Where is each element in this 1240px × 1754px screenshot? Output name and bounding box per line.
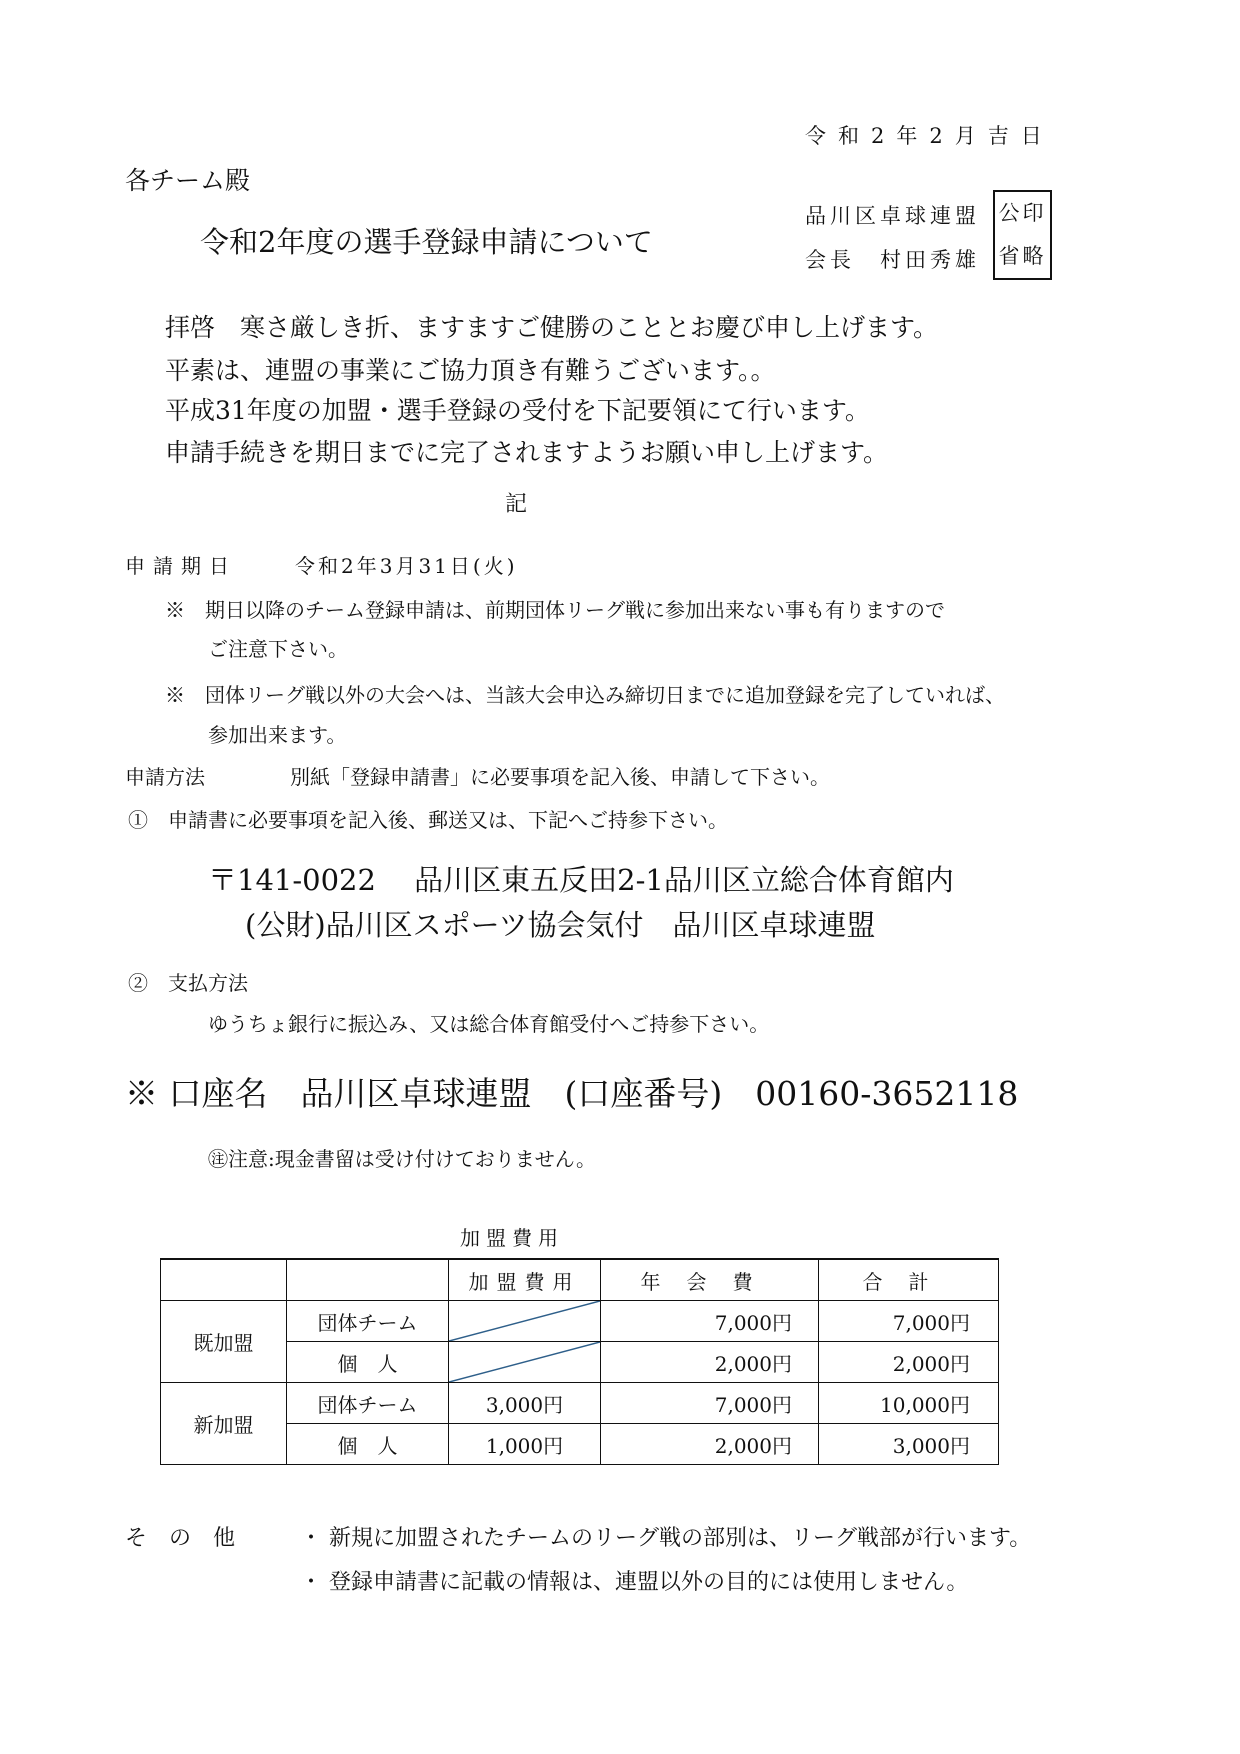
deadline-note-2: ※ 団体リーグ戦以外の大会へは、当該大会申込み締切日までに追加登録を完了していれば、: [165, 683, 1005, 707]
header-total: 合計: [819, 1259, 999, 1301]
fee-table: [160, 1258, 999, 1465]
fee-cell-empty: [449, 1301, 601, 1342]
deadline-value: 令和2年3月31日(火): [295, 554, 518, 578]
fee-cell-empty: [449, 1342, 601, 1383]
annual-cell: 7,000円: [601, 1383, 819, 1424]
table-header-row: [161, 1259, 999, 1301]
seal-bottom: 省略: [998, 244, 1047, 268]
issue-date: 令和2年2月吉日: [805, 124, 1054, 148]
step-1: ① 申請書に必要事項を記入後、郵送又は、下記へご持参下さい。: [128, 808, 728, 832]
header-cell: [287, 1259, 449, 1301]
table-row: [161, 1301, 999, 1342]
address-line-1: 〒141-0022 品川区東五反田2-1品川区立総合体育館内: [208, 863, 954, 897]
header-fee: 加盟費用: [449, 1259, 601, 1301]
diagonal-line: [449, 1342, 600, 1382]
fee-cell: 3,000円: [449, 1383, 601, 1424]
document-title: 令和2年度の選手登録申請について: [200, 225, 653, 259]
total-cell: 7,000円: [819, 1301, 999, 1342]
other-bullet-2: ・ 登録申請書に記載の情報は、連盟以外の目的には使用しません。: [300, 1570, 969, 1595]
caution-note: ㊟注意:現金書留は受け付けておりません。: [208, 1147, 596, 1171]
type-cell: 団体チーム: [287, 1383, 449, 1424]
annual-cell: 2,000円: [601, 1342, 819, 1383]
table-row: [161, 1424, 999, 1465]
method-value: 別紙「登録申請書」に必要事項を記入後、申請して下さい。: [290, 765, 830, 789]
deadline-label: 申請期日: [125, 554, 237, 578]
address-line-2: (公財)品川区スポーツ協会気付 品川区卓球連盟: [245, 908, 876, 942]
ki-heading: 記: [505, 492, 528, 517]
total-cell: 10,000円: [819, 1383, 999, 1424]
notice-paragraph: 平成31年度の加盟・選手登録の受付を下記要領にて行います。: [165, 396, 870, 425]
deadline-note-1: ※ 期日以降のチーム登録申請は、前期団体リーグ戦に参加出来ない事も有りますので: [165, 598, 945, 622]
type-cell: 団体チーム: [287, 1301, 449, 1342]
organization-head: 会長 村田秀雄: [805, 248, 980, 272]
table-row: [161, 1383, 999, 1424]
annual-cell: 2,000円: [601, 1424, 819, 1465]
header-annual: 年会費: [601, 1259, 819, 1301]
total-cell: 3,000円: [819, 1424, 999, 1465]
bank-account: ※ 口座名 品川区卓球連盟 (口座番号) 00160-3652118: [125, 1074, 1019, 1113]
deadline-note-2-cont: 参加出来ます。: [208, 723, 347, 747]
type-cell: 個 人: [287, 1342, 449, 1383]
thanks-paragraph: 平素は、連盟の事業にご協力頂き有難うございます。。: [165, 356, 776, 385]
deadline-note-1-cont: ご注意下さい。: [208, 637, 348, 661]
other-label: その他: [125, 1526, 258, 1551]
step-2: ② 支払方法: [128, 971, 248, 995]
seal-box: [993, 190, 1052, 280]
header-cell: [161, 1259, 287, 1301]
request-paragraph: 申請手続きを期日までに完了されますようお願い申し上げます。: [165, 438, 889, 467]
organization-name: 品川区卓球連盟: [805, 204, 980, 228]
annual-cell: 7,000円: [601, 1301, 819, 1342]
greeting-paragraph: 拝啓 寒さ厳しき折、ますますご健勝のこととお慶び申し上げます。: [165, 313, 939, 342]
seal-top: 公印: [998, 201, 1047, 225]
addressee: 各チーム殿: [125, 166, 251, 195]
other-bullet-1: ・ 新規に加盟されたチームのリーグ戦の部別は、リーグ戦部が行います。: [300, 1526, 1032, 1551]
type-cell: 個 人: [287, 1424, 449, 1465]
method-label: 申請方法: [125, 765, 205, 789]
table-row: [161, 1342, 999, 1383]
fee-cell: 1,000円: [449, 1424, 601, 1465]
fee-table-title: 加盟費用: [460, 1226, 564, 1250]
payment-note: ゆうちょ銀行に振込み、又は総合体育館受付へご持参下さい。: [208, 1012, 770, 1036]
group-label: 既加盟: [161, 1301, 287, 1383]
total-cell: 2,000円: [819, 1342, 999, 1383]
diagonal-line: [449, 1301, 600, 1341]
group-label: 新加盟: [161, 1383, 287, 1465]
